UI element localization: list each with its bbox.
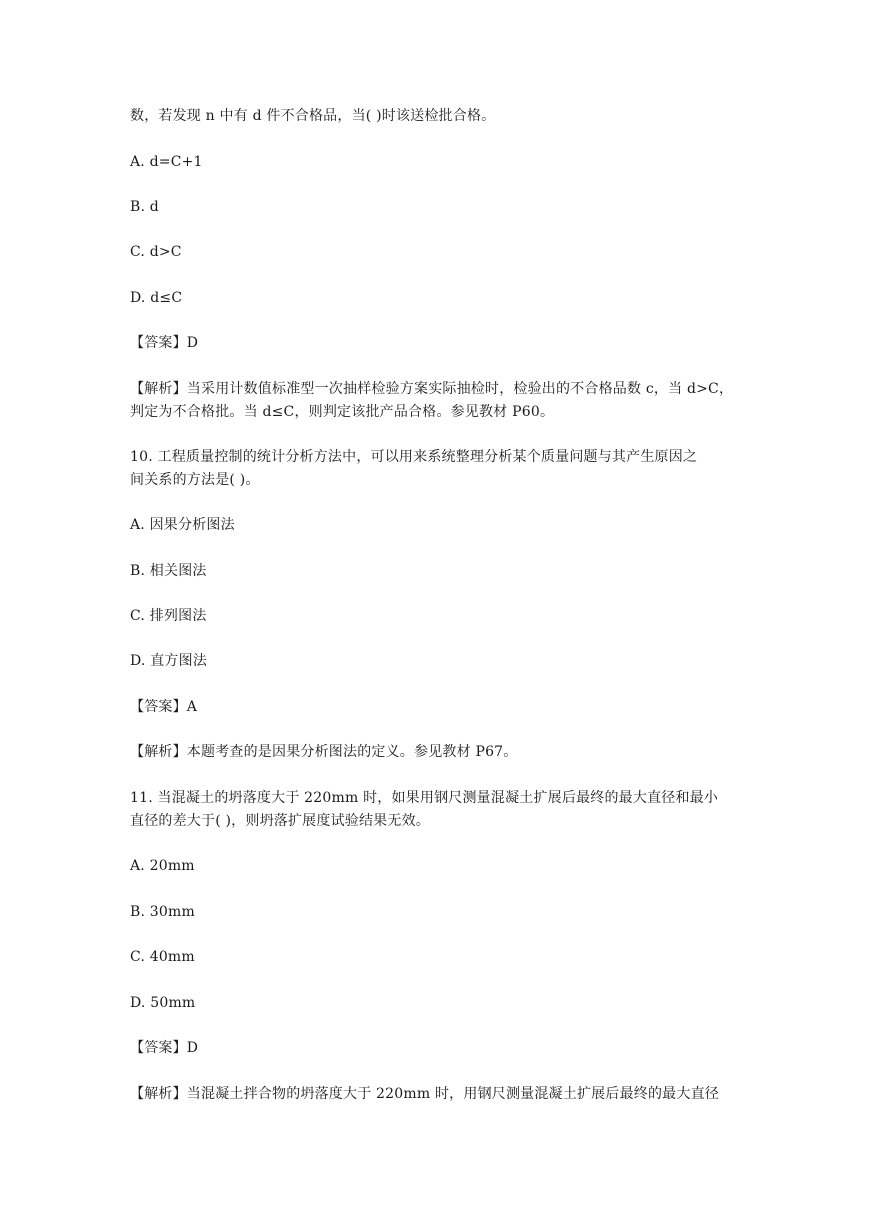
q11-option-b: B. 30mm	[130, 904, 195, 920]
q9-answer: 【答案】D	[130, 335, 199, 351]
q10-option-b: B. 相关图法	[130, 563, 207, 579]
q9-option-a: A. d=C+1	[130, 154, 203, 170]
q11-stem-line-2: 直径的差大于( )，则坍落扩展度试验结果无效。	[130, 813, 430, 829]
q11-option-d: D. 50mm	[130, 995, 196, 1011]
q9-option-d: D. d≤C	[130, 290, 183, 306]
q9-option-b: B. d	[130, 199, 159, 215]
q9-stem-tail: 数，若发现 n 中有 d 件不合格品，当( )时该送检批合格。	[130, 108, 496, 124]
q11-analysis-line-1: 【解析】当混凝土拌合物的坍落度大于 220mm 时，用钢尺测量混凝土扩展后最终的最大直径	[130, 1086, 719, 1102]
q10-analysis: 【解析】本题考查的是因果分析图法的定义。参见教材 P67。	[130, 744, 518, 760]
q10-stem-line-2: 间关系的方法是( )。	[130, 472, 260, 488]
q10-answer: 【答案】A	[130, 699, 198, 715]
q10-stem-line-1: 10. 工程质量控制的统计分析方法中，可以用来系统整理分析某个质量问题与其产生原因之	[130, 449, 698, 465]
q11-answer: 【答案】D	[130, 1040, 199, 1056]
q11-option-c: C. 40mm	[130, 949, 195, 965]
q9-option-c: C. d>C	[130, 244, 182, 260]
q11-stem-line-1: 11. 当混凝土的坍落度大于 220mm 时，如果用钢尺测量混凝土扩展后最终的最大直径和最小	[130, 790, 719, 806]
q10-option-d: D. 直方图法	[130, 653, 208, 669]
q10-option-a: A. 因果分析图法	[130, 517, 235, 533]
q9-analysis-line-2: 判定为不合格批。当 d≤C，则判定该批产品合格。参见教材 P60。	[130, 404, 555, 420]
q10-option-c: C. 排列图法	[130, 608, 207, 624]
q9-analysis-line-1: 【解析】当采用计数值标准型一次抽样检验方案实际抽检时，检验出的不合格品数 c，当 d>C，	[130, 381, 734, 397]
q11-option-a: A. 20mm	[130, 858, 195, 874]
